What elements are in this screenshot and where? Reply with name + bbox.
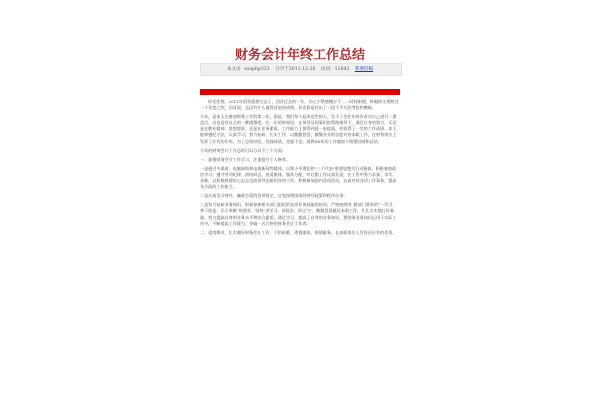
red-divider-bar bbox=[200, 89, 400, 95]
document-meta-bar bbox=[200, 63, 402, 76]
meta-views: 访问：11643 bbox=[320, 67, 350, 72]
paragraph: 一是通过多渠道、电脑网络和电视新闻等媒体，以和小平理论和"三个代表"重要思想为行动指南，积极参加政治学习，遵守劳动纪律，团结同志，热爱集体，服从分配，对后勤工作认真负责，在工作中努力求真、求实、求新，以积极热情的心态去完成领导安排的各项工作。积极参加国内各项活动，认真对待各项工作事务，提高各方面的工作能力。 bbox=[200, 165, 397, 190]
meta-author: soaphp333 bbox=[244, 67, 270, 72]
paragraph: 一、加强财务会计工作学习，注重提升个人修养。 bbox=[200, 156, 291, 162]
paragraph: 今年，是本人在参加财务工作的第二年，据说，我们每个起来送空的人，免不了会在年终岁首对自己进行一番盘点。这也是对自己的一种激策吧。在一年的时间里，在领导及同事们的帮助指导下，通过自身的努力，无论是在敬业精神，思想境界，还是在业务素质，工作能力上都得到进一步提高，并取得了一定的工作成绩。本人能够遵纪守法，认真学习，努力钻研，扎实工作，以勤勤恳恳、兢兢业业的态度对待本职工作，在财务岗位上发挥了应有的作用。为了总结经验，发扬成绩，克服不足，现将XX年的工作做如下简要回顾和总结。 bbox=[200, 114, 397, 144]
meta-prefix: 本文由 bbox=[226, 67, 241, 72]
meta-shared-date: 分享于2011-12-26 bbox=[275, 67, 316, 72]
report-link[interactable]: 我要投稿 bbox=[354, 67, 374, 72]
paragraph: 三是努力钻研业务知识，积极参加相关部门组织的各项业务技能的培训，严格按照财_税部门要求的"一学习、善于创造、乐于奉献"的要求，坚持"讲学习、讲政治、讲正气"，勤勤恳恳做好本职工作，扎扎实实地打好基础，努力提高自身的业务水平和综合素质，通过学习，提高了自身的业务知识，把财务业务知识运用于实际工作中，不断提高工作能力，争做一名合格的财务会计工作者。 bbox=[200, 202, 397, 226]
paragraph: 时光荏苒，2011年很快就要过去了，回首过去的一年，内心不禁感慨万千……时间如梭，转眼间又将跨过一个年度之坎，回首望，虽没有什么值得述说的成绩，但也算是付出了一段不平凡的考验和磨砺。 bbox=[200, 99, 399, 111]
document-body bbox=[200, 99, 400, 239]
paragraph: 今年的财务会计工作总结可以分以下三个方面： bbox=[200, 147, 286, 153]
paragraph: 二、爱岗敬业，扎实做好财务会计工作，不怕困难，勇挑重担，热情服务，在本职岗位上发挥出应有的作用。 bbox=[200, 229, 397, 235]
paragraph: 二是认真学习财经、廉政方面的各项规定，自觉按照国家的财经政策和程序办事。 bbox=[200, 193, 348, 199]
document-title: 财务会计年终工作总结 bbox=[234, 48, 365, 63]
